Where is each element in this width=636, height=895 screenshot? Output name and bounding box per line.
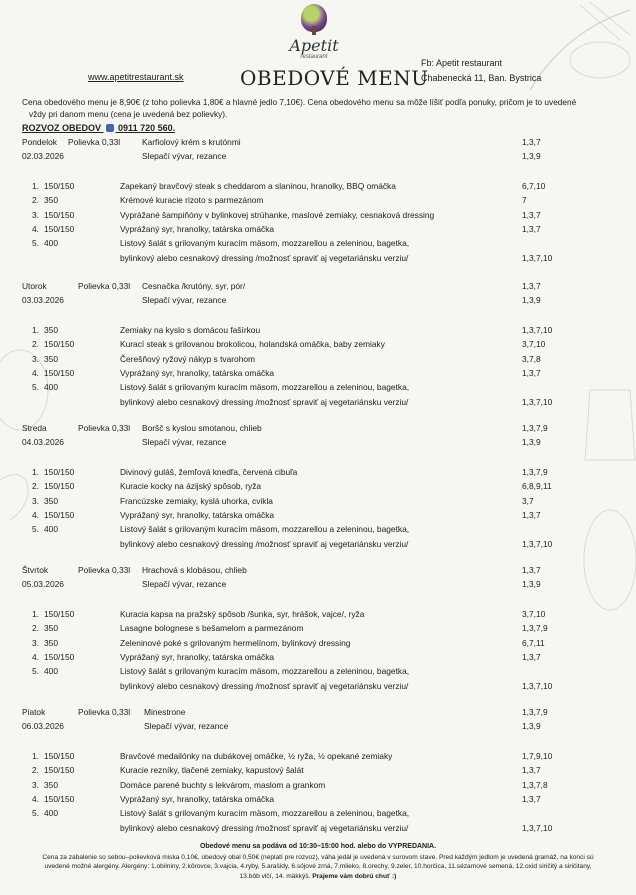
soup-name: Slepačí vývar, rezance — [142, 437, 227, 448]
meal-name: Vyprážaný syr, hranolky, tatárska omáčka — [120, 509, 275, 520]
meal-row — [0, 397, 636, 411]
soup-allergens: 1,3,9 — [522, 721, 541, 732]
soup-allergens: 1,3,9 — [522, 437, 541, 448]
soup-allergens: 1,3,7,9 — [522, 707, 548, 717]
meal-portion: 150/150 — [44, 793, 75, 804]
soup-row — [0, 281, 636, 295]
meal-portion: 350 — [44, 325, 58, 335]
meal-number: 4. — [32, 223, 39, 234]
meal-name: Domáce parené buchty s lekvárom, maslom a grankom — [120, 779, 326, 790]
meal-row — [0, 652, 636, 666]
meal-allergens: 1,3,7,8 — [522, 779, 548, 790]
meal-name: Zeleninové poké s grilovaným hermelínom, bylinkový dressing — [120, 637, 351, 648]
meal-name: Vyprážaný syr, hranolky, tatárska omáčka — [120, 367, 275, 378]
price-note-line2: vždy pri danom menu (cena je uvedená bez polievky). — [29, 109, 228, 120]
meal-portion: 150/150 — [44, 609, 75, 619]
soup-row — [0, 707, 636, 721]
meal-number: 5. — [32, 524, 39, 535]
meal-portion: 150/150 — [44, 481, 75, 492]
meal-name: Lasagne bolognese s bešamelom a parmezánom — [120, 623, 304, 634]
meal-allergens: 1,3,7 — [522, 509, 541, 520]
meal-name: bylinkový alebo cesnakový dressing /možnosť spraviť aj vegetariánsku verziu/ — [120, 252, 409, 263]
soup-allergens: 1,3,9 — [522, 295, 541, 306]
meal-portion: 150/150 — [44, 367, 75, 378]
meal-portion: 150/150 — [44, 509, 75, 520]
day-date: 02.03.2026 — [22, 151, 64, 162]
meal-allergens: 1,3,7,10 — [522, 396, 553, 407]
restaurant-logo — [284, 4, 344, 62]
price-note-line1: Cena obedového menu je 8,90€ (z toho polievka 1,80€ a hlavné jedlo 7,10€). Cena obedového menu sa môže líšiť podľa ponuky, pričom je to uvedené — [22, 97, 577, 107]
meal-row — [0, 823, 636, 837]
serving-hours: Obedové menu sa podáva od 10:30–15:00 hod. alebo do VYPREDANIA. — [199, 843, 437, 850]
meal-name: Vyprážaný syr, hranolky, tatárska omáčka — [120, 651, 275, 662]
soup-name: Boršč s kyslou smotanou, chlieb — [142, 423, 262, 433]
soup-allergens: 1,3,9 — [522, 151, 541, 162]
good-appetite: Prajeme vám dobrú chuť :) — [312, 873, 397, 881]
meal-name: Kuracia kapsa na pražský spôsob /šunka, syr, hrášok, vajce/, ryža — [120, 609, 365, 619]
soup-label: Polievka 0,33l — [78, 281, 131, 291]
soup-name: Slepačí vývar, rezance — [144, 721, 229, 732]
meal-allergens: 1,3,7,10 — [522, 822, 553, 833]
soup-label: Polievka 0,33l — [78, 707, 131, 717]
meal-row — [0, 539, 636, 553]
meal-allergens: 1,3,7 — [522, 651, 541, 662]
logo-name: Apetit — [289, 36, 339, 55]
meal-number: 5. — [32, 238, 39, 249]
meal-number: 4. — [32, 509, 39, 520]
meal-number: 4. — [32, 367, 39, 378]
meal-portion: 150/150 — [44, 181, 75, 191]
meal-name: Vyprážaný syr, hranolky, tatárska omáčka — [120, 793, 275, 804]
day-date: 04.03.2026 — [22, 437, 64, 448]
day-name: Štvrtok — [22, 565, 49, 575]
day-name: Pondelok — [22, 137, 57, 147]
meal-number: 1. — [32, 751, 39, 761]
menu-footer — [10, 842, 626, 882]
meal-name: Zemiaky na kyslo s domácou fašírkou — [120, 325, 261, 335]
meal-number: 4. — [32, 793, 39, 804]
meal-row — [0, 666, 636, 680]
meal-number: 3. — [32, 209, 39, 220]
day-name: Streda — [22, 423, 47, 433]
soup-name: Minestrone — [144, 707, 186, 717]
meal-row — [0, 751, 636, 765]
meal-name: Zapekaný bravčový steak s cheddarom a slaninou, hranolky, BBQ omáčka — [120, 181, 396, 191]
meal-name: Divinový guláš, žemľová knedľa, červená cibuľa — [120, 467, 298, 477]
meal-allergens: 6,8,9,11 — [522, 481, 552, 492]
soup-name: Slepačí vývar, rezance — [142, 295, 227, 306]
meal-allergens: 1,3,7,10 — [522, 680, 553, 691]
meal-number: 1. — [32, 181, 39, 191]
meal-number: 1. — [32, 609, 39, 619]
delivery-label: ROZVOZ OBEDOV — [22, 123, 102, 133]
meal-name: Čerešňový ryžový nákyp s tvarohom — [120, 353, 255, 364]
packaging-note: Cena za zabalenie so sebou–polievková miska 0,10€, obedový obal 0,50€ (neplatí pre rozvoz), váha jedál je uvedená v surovom stave. Pred každým jedlom je uvedená gramáž, na konci sú — [42, 853, 594, 861]
meal-name: Listový šalát s grilovaným kuracím mäsom, mozzarellou a zeleninou, bagetka, — [120, 382, 410, 393]
day-date: 03.03.2026 — [22, 295, 64, 306]
meal-row — [0, 481, 636, 495]
soup-allergens: 1,3,7 — [522, 281, 541, 291]
soup-row — [0, 423, 636, 437]
meal-row — [0, 524, 636, 538]
soup-row — [0, 721, 636, 735]
meal-row — [0, 496, 636, 510]
meal-number: 2. — [32, 339, 39, 350]
meal-allergens: 7 — [522, 195, 527, 206]
meal-row — [0, 181, 636, 195]
meal-name: bylinkový alebo cesnakový dressing /možnosť spraviť aj vegetariánsku verziu/ — [120, 396, 409, 407]
meal-name: bylinkový alebo cesnakový dressing /možnosť spraviť aj vegetariánsku verziu/ — [120, 538, 409, 549]
facebook-label: Fb: Apetit restaurant — [421, 58, 503, 68]
meal-allergens: 1,3,7,10 — [522, 538, 553, 549]
soup-row — [0, 565, 636, 579]
meal-allergens: 1,3,7 — [522, 765, 541, 776]
allergen-list: uvedené možné alergény. Alergény: 1.obilniny, 2.kôrovce, 3.vajcia, 4.ryby, 5.arašidy, 6.sójové zrná, 7.mlieko, 8.orechy, 9.zeler, 10.horčica, 11.sézamové semená, 12.oxid siričitý a siričitany, — [44, 863, 592, 871]
meal-number: 3. — [32, 353, 39, 364]
delivery-info — [22, 123, 175, 134]
meal-portion: 350 — [44, 779, 58, 790]
meal-row — [0, 780, 636, 794]
meal-row — [0, 354, 636, 368]
meal-name: Krémové kuracie rizoto s parmezánom — [120, 195, 264, 206]
meal-number: 3. — [32, 495, 39, 506]
meal-name: bylinkový alebo cesnakový dressing /možnosť spraviť aj vegetariánsku verziu/ — [120, 680, 409, 691]
meal-row — [0, 195, 636, 209]
soup-row — [0, 437, 636, 451]
meal-name: Listový šalát s grilovaným kuracím mäsom, mozzarellou a zeleninou, bagetka, — [120, 808, 410, 819]
soup-allergens: 1,3,7 — [522, 137, 541, 147]
meal-row — [0, 382, 636, 396]
meal-allergens: 1,3,7 — [522, 793, 541, 804]
meal-number: 1. — [32, 325, 39, 335]
meal-portion: 350 — [44, 623, 58, 634]
meal-allergens: 1,3,7 — [522, 209, 541, 220]
meal-number: 2. — [32, 623, 39, 634]
soup-name: Slepačí vývar, rezance — [142, 151, 227, 162]
meal-portion: 400 — [44, 238, 58, 249]
soup-label: Polievka 0,33l — [78, 565, 131, 575]
meal-row — [0, 467, 636, 481]
meal-name: Bravčové medailónky na dubákovej omáčke, ½ ryža, ½ opekané zemiaky — [120, 751, 393, 761]
meal-allergens: 1,7,9,10 — [522, 751, 553, 761]
day-date: 06.03.2026 — [22, 721, 64, 732]
meal-row — [0, 224, 636, 238]
meal-portion: 150/150 — [44, 765, 75, 776]
meal-row — [0, 368, 636, 382]
delivery-phone[interactable]: 0911 720 560. — [118, 123, 176, 133]
meal-name: Kuracie kocky na ázijský spôsob, ryža — [120, 481, 262, 492]
soup-label: Polievka 0,33l — [78, 423, 131, 433]
day-name: Utorok — [22, 281, 47, 291]
soup-name: Karfiolový krém s krutónmi — [142, 137, 241, 147]
meal-portion: 350 — [44, 195, 58, 206]
meal-row — [0, 210, 636, 224]
logo-subtitle: restaurant — [300, 54, 328, 60]
day-name: Piatok — [22, 707, 46, 717]
meal-allergens: 3,7,10 — [522, 609, 546, 619]
address: Chabenecká 11, Ban. Bystrica — [421, 73, 542, 83]
meal-number: 1. — [32, 467, 39, 477]
meal-allergens: 1,3,7,10 — [522, 325, 553, 335]
soup-row — [0, 579, 636, 593]
meal-name: Listový šalát s grilovaným kuracím mäsom, mozzarellou a zeleninou, bagetka, — [120, 524, 410, 535]
meal-portion: 150/150 — [44, 339, 75, 350]
meal-portion: 350 — [44, 637, 58, 648]
meal-row — [0, 238, 636, 252]
meal-name: bylinkový alebo cesnakový dressing /možnosť spraviť aj vegetariánsku verziu/ — [120, 822, 409, 833]
meal-portion: 350 — [44, 353, 58, 364]
meal-number: 5. — [32, 382, 39, 393]
price-note — [22, 96, 612, 120]
meal-number: 5. — [32, 808, 39, 819]
soup-allergens: 1,3,9 — [522, 579, 541, 590]
phone-icon — [106, 124, 114, 132]
tree-logo-icon — [301, 4, 327, 32]
meal-allergens: 1,3,7,9 — [522, 623, 548, 634]
meal-allergens: 1,3,7,10 — [522, 252, 553, 263]
meal-allergens: 6,7,11 — [522, 637, 545, 648]
meal-allergens: 1,3,7 — [522, 223, 541, 234]
day-date: 05.03.2026 — [22, 579, 64, 590]
meal-portion: 400 — [44, 382, 58, 393]
meal-number: 4. — [32, 651, 39, 662]
meal-portion: 150/150 — [44, 209, 75, 220]
meal-name: Kuracie rezníky, tlačené zemiaky, kapustový šalát — [120, 765, 304, 776]
soup-allergens: 1,3,7 — [522, 565, 541, 575]
meal-allergens: 6,7,10 — [522, 181, 546, 191]
meal-portion: 150/150 — [44, 467, 75, 477]
meal-row — [0, 638, 636, 652]
soup-name: Hrachová s klobásou, chlieb — [142, 565, 247, 575]
meal-name: Vyprážaný syr, hranolky, tatárska omáčka — [120, 223, 275, 234]
meal-row — [0, 325, 636, 339]
meal-name: Listový šalát s grilovaným kuracím mäsom, mozzarellou a zeleninou, bagetka, — [120, 666, 410, 677]
meal-number: 2. — [32, 765, 39, 776]
meal-allergens: 1,3,7 — [522, 367, 541, 378]
meal-row — [0, 253, 636, 267]
meal-name: Vyprážané šampiňóny v bylinkovej strúhanke, maslové zemiaky, cesnaková dressing — [120, 209, 435, 220]
meal-portion: 400 — [44, 666, 58, 677]
allergen-list-tail: 13.bôb vlčí, 14. mäkkýš. — [239, 873, 311, 881]
meal-number: 5. — [32, 666, 39, 677]
meal-row — [0, 808, 636, 822]
meal-allergens: 3,7,8 — [522, 353, 541, 364]
meal-row — [0, 623, 636, 637]
meal-number: 2. — [32, 195, 39, 206]
meal-portion: 400 — [44, 524, 58, 535]
meal-row — [0, 609, 636, 623]
meal-row — [0, 339, 636, 353]
meal-row — [0, 765, 636, 779]
meal-row — [0, 510, 636, 524]
meal-portion: 350 — [44, 495, 58, 506]
soup-name: Cesnačka /krutóny, syr, pór/ — [142, 281, 246, 291]
meal-portion: 400 — [44, 808, 58, 819]
meal-number: 3. — [32, 779, 39, 790]
meal-name: Listový šalát s grilovaným kuracím mäsom, mozzarellou a zeleninou, bagetka, — [120, 238, 410, 249]
meal-row — [0, 681, 636, 695]
soup-row — [0, 137, 636, 151]
soup-allergens: 1,3,7,9 — [522, 423, 548, 433]
soup-row — [0, 151, 636, 165]
menu-header — [0, 0, 636, 95]
meal-name: Francúzske zemiaky, kyslá uhorka, cvikla — [120, 495, 273, 506]
meal-number: 3. — [32, 637, 39, 648]
meal-allergens: 3,7 — [522, 495, 534, 506]
meal-number: 2. — [32, 481, 39, 492]
website-link[interactable]: www.apetitrestaurant.sk — [88, 72, 184, 82]
meal-allergens: 1,3,7,9 — [522, 467, 548, 477]
soup-row — [0, 295, 636, 309]
soup-name: Slepačí vývar, rezance — [142, 579, 227, 590]
page-title: OBEDOVÉ MENU — [240, 66, 429, 90]
meal-row — [0, 794, 636, 808]
meal-portion: 150/150 — [44, 223, 75, 234]
allergen-list-end — [10, 872, 626, 882]
meal-portion: 150/150 — [44, 651, 75, 662]
meal-allergens: 3,7,10 — [522, 339, 546, 350]
soup-label: Polievka 0,33l — [68, 137, 121, 147]
meal-portion: 150/150 — [44, 751, 75, 761]
meal-name: Kurací steak s grilovanou brokolicou, holandská omáčka, baby zemiaky — [120, 339, 385, 350]
